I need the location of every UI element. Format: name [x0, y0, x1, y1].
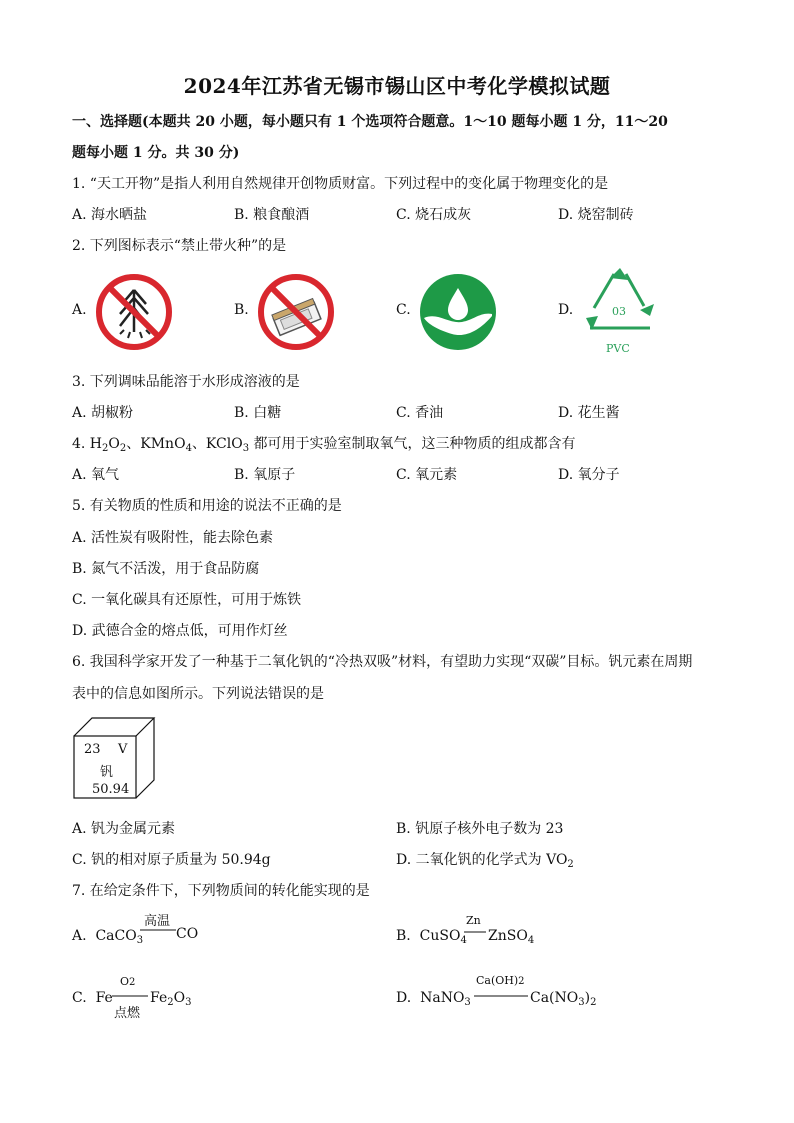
q4-text: 4. H — [72, 436, 103, 452]
q7-b-condition: Zn — [466, 914, 481, 927]
q7-d-cond-sub: 2 — [518, 976, 525, 987]
q7-c-label: C. — [72, 990, 87, 1006]
q7-b-reactant-sub: 4 — [460, 935, 467, 946]
q7-a-reactant: CaCO — [95, 928, 137, 944]
q6-option-d-text: D. 二氧化钒的化学式为 VO — [396, 852, 568, 868]
q7-a-product: CO — [176, 926, 199, 942]
q4-sub: 4 — [185, 443, 192, 454]
q7-b-reactant: CuSO — [419, 928, 461, 944]
q6-option-a[interactable]: A. 钒为金属元素 — [72, 821, 176, 837]
q7-option-a[interactable] — [72, 928, 143, 946]
q2-label-d[interactable]: D. — [558, 302, 574, 318]
q6-option-c[interactable]: C. 钒的相对原子质量为 50.94g — [72, 852, 271, 868]
q5-option-a[interactable]: A. 活性炭有吸附性，能去除色素 — [72, 530, 274, 546]
q4-text: 、KClO — [191, 436, 243, 452]
q4-option-a[interactable]: A. 氧气 — [72, 467, 120, 483]
q4-option-d[interactable]: D. 氧分子 — [558, 467, 620, 483]
q6-stem-line2: 表中的信息如图所示。下列说法错误的是 — [72, 686, 324, 702]
section-heading-line2: 题每小题 1 分。共 30 分) — [72, 145, 240, 161]
q7-c-product-sub: 2 — [167, 997, 174, 1008]
q7-c-product-text: O — [173, 990, 186, 1006]
recycle-icon[interactable] — [580, 266, 660, 342]
q7-d-cond-text: Ca(OH) — [476, 974, 519, 987]
q7-a-condition: 高温 — [144, 914, 171, 929]
q4-sub: 3 — [242, 443, 250, 454]
element-mass: 50.94 — [92, 782, 130, 797]
q7-d-label: D. — [396, 990, 412, 1006]
q7-a-reactant-sub: 3 — [136, 935, 144, 946]
q7-stem: 7. 在给定条件下，下列物质间的转化能实现的是 — [72, 883, 370, 899]
q5-option-d[interactable]: D. 武德合金的熔点低，可用作灯丝 — [72, 623, 288, 639]
q7-a-arrow — [140, 928, 176, 934]
q3-stem: 3. 下列调味品能溶于水形成溶液的是 — [72, 374, 300, 390]
page-title: 2024年江苏省无锡市锡山区中考化学模拟试题 — [183, 74, 611, 98]
q4-text: O — [108, 436, 120, 452]
q7-d-condition — [476, 974, 525, 987]
q3-option-a[interactable]: A. 胡椒粉 — [72, 405, 134, 421]
q7-d-product-text: Ca(NO — [530, 990, 579, 1006]
element-symbol: V — [118, 742, 128, 757]
element-name: 钒 — [100, 765, 114, 780]
q7-c-reactant: Fe — [95, 990, 113, 1006]
q4-text: 、KMnO — [126, 436, 186, 452]
q7-b-product-sub: 4 — [527, 935, 535, 946]
q7-c-product-text: Fe — [150, 990, 168, 1006]
q6-option-d[interactable] — [396, 849, 574, 870]
q1-option-b[interactable]: B. 粮食酿酒 — [234, 207, 310, 223]
q7-b-product — [488, 928, 534, 946]
q7-c-arrow — [112, 994, 148, 1000]
q6-stem-line1: 6. 我国科学家开发了一种基于二氧化钒的“冷热双吸”材料，有望助力实现“双碳”目标。钒元素在周期 — [72, 654, 693, 670]
q7-b-product-text: ZnSO — [488, 928, 528, 944]
q7-option-b[interactable] — [396, 928, 467, 946]
q7-c-condition-bottom: 点燃 — [114, 1006, 141, 1021]
q7-c-product-sub: 3 — [185, 997, 192, 1008]
q7-d-reactant-sub: 3 — [464, 997, 471, 1008]
q4-text: 都可用于实验室制取氧气，这三种物质的组成都含有 — [249, 436, 576, 452]
q7-d-arrow — [474, 994, 528, 1000]
q4-option-c[interactable]: C. 氧元素 — [396, 467, 458, 483]
q6-option-d-sub: 2 — [567, 859, 574, 870]
water-saving-icon[interactable] — [418, 272, 498, 352]
section-heading-line1: 一、选择题(本题共 20 小题，每小题只有 1 个选项符合题意。1～10 题每小题 1 分，11～20 — [72, 114, 668, 130]
q1-option-d[interactable]: D. 烧窑制砖 — [558, 207, 634, 223]
recycle-number: 03 — [612, 305, 626, 318]
q4-sub: 2 — [102, 443, 109, 454]
q7-c-condition-top — [120, 975, 135, 988]
q1-stem: 1. “天工开物”是指人利用自然规律开创物质财富。下列过程中的变化属于物理变化的是 — [72, 176, 609, 192]
q6-option-b[interactable]: B. 钒原子核外电子数为 23 — [396, 821, 564, 837]
q4-option-b[interactable]: B. 氧原子 — [234, 467, 296, 483]
q7-a-label: A. — [72, 928, 87, 944]
q2-stem: 2. 下列图标表示“禁止带火种”的是 — [72, 238, 287, 254]
no-matches-icon[interactable] — [256, 272, 336, 352]
q3-option-d[interactable]: D. 花生酱 — [558, 405, 620, 421]
q4-stem — [72, 433, 576, 454]
q3-option-c[interactable]: C. 香油 — [396, 405, 444, 421]
q7-b-label: B. — [396, 928, 411, 944]
q2-label-b[interactable]: B. — [234, 302, 249, 318]
q7-d-product-text: ) — [584, 990, 591, 1006]
q7-d-product-sub: 3 — [578, 997, 585, 1008]
q7-option-d[interactable] — [396, 990, 471, 1008]
q4-sub: 2 — [119, 443, 127, 454]
q7-c-product — [150, 990, 191, 1008]
no-fire-dispersal-icon[interactable] — [94, 272, 174, 352]
q7-d-reactant: NaNO — [420, 990, 465, 1006]
q5-option-c[interactable]: C. 一氧化碳具有还原性，可用于炼铁 — [72, 592, 302, 608]
q3-option-b[interactable]: B. 白糖 — [234, 405, 282, 421]
q7-d-product — [530, 990, 596, 1008]
recycle-text: PVC — [606, 342, 630, 355]
q5-stem: 5. 有关物质的性质和用途的说法不正确的是 — [72, 498, 342, 514]
q7-c-cond-top-sub: 2 — [129, 977, 136, 988]
element-number: 23 — [84, 742, 101, 757]
q7-option-c[interactable] — [72, 990, 113, 1006]
q7-c-cond-top-text: O — [120, 975, 130, 988]
q2-label-c[interactable]: C. — [396, 302, 411, 318]
q7-b-arrow — [464, 930, 486, 936]
q2-label-a[interactable]: A. — [72, 302, 87, 318]
q1-option-a[interactable]: A. 海水晒盐 — [72, 207, 148, 223]
q5-option-b[interactable]: B. 氮气不活泼，用于食品防腐 — [72, 561, 260, 577]
q7-d-product-sub: 2 — [590, 997, 597, 1008]
q1-option-c[interactable]: C. 烧石成灰 — [396, 207, 472, 223]
